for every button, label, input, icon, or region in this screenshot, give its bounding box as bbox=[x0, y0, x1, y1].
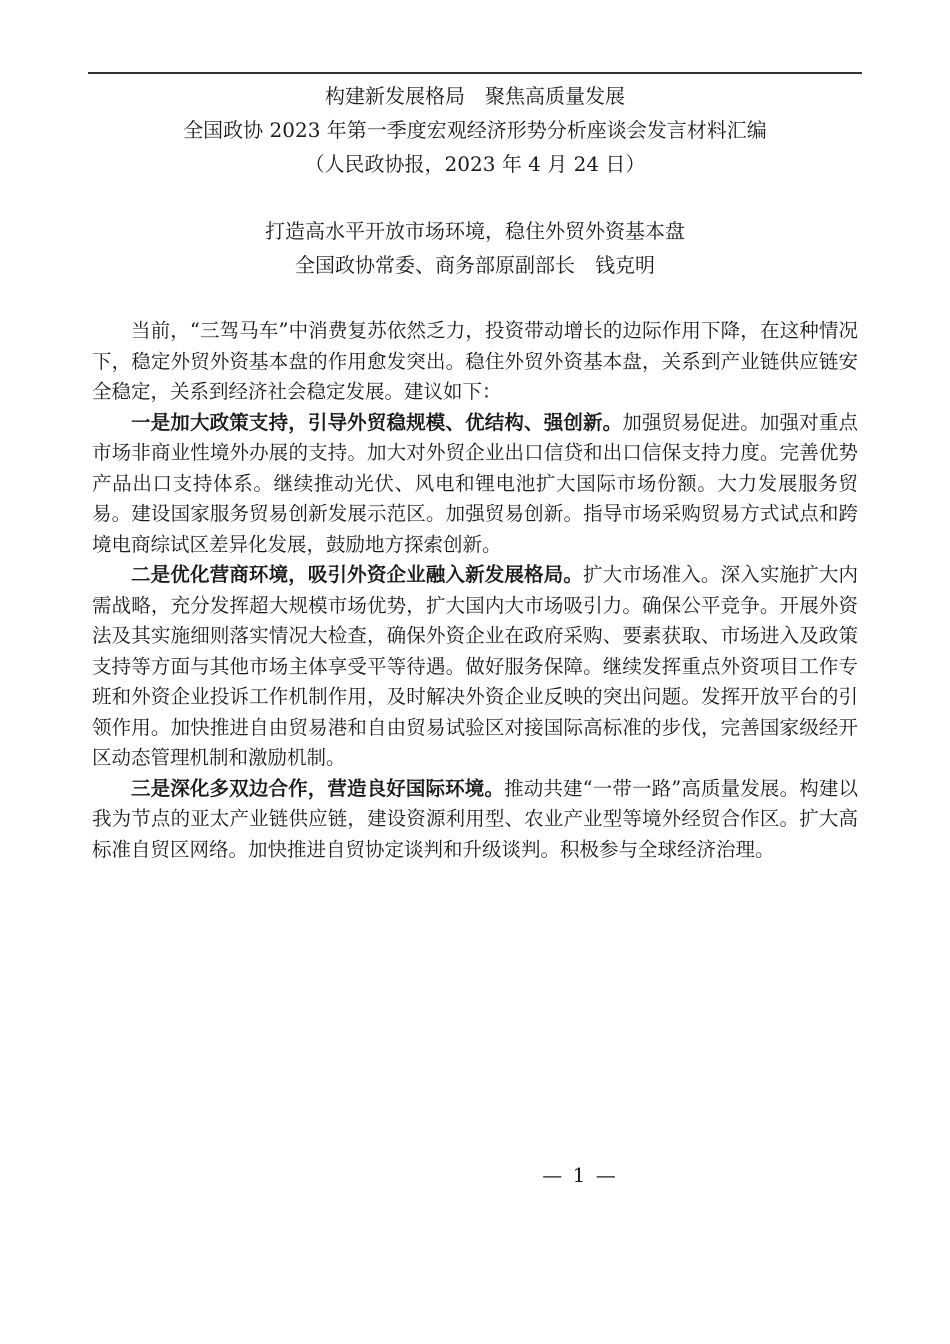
header-source: （人民政协报，2023 年 4 月 24 日） bbox=[304, 152, 646, 176]
article-author: 全国政协常委、商务部原副部长 钱克明 bbox=[295, 253, 655, 277]
article-heading bbox=[88, 214, 862, 282]
document-header bbox=[88, 79, 862, 181]
point-2-text: 扩大市场准入。深入实施扩大内需战略，充分发挥超大规模市场优势，扩大国内大市场吸引力。确保公平竞争。开展外资法及其实施细则落实情况大检查，确保外资企业在政府采购、要素获取、市场进入及政策支持等方面与其他市场主体享受平等待遇。做好服务保障。继续发挥重点外资项目工作专班和外资企业投诉工作机制作用，及时解决外资企业反映的突出问题。发挥开放平台的引领作用。加快推进自由贸易港和自由贸易试验区对接国际高标准的步伐，完善国家级经开区动态管理机制和激励机制。 bbox=[92, 563, 858, 769]
top-rule bbox=[88, 72, 862, 74]
paragraph-point-1 bbox=[92, 408, 858, 561]
page-number: — 1 — bbox=[542, 1163, 618, 1187]
point-2-lead: 二是优化营商环境，吸引外资企业融入新发展格局。 bbox=[131, 563, 583, 586]
paragraph-intro: 当前，“三驾马车”中消费复苏依然乏力，投资带动增长的边际作用下降，在这种情况下，稳定外贸外资基本盘的作用愈发突出。稳住外贸外资基本盘，关系到产业链供应链安全稳定，关系到经济社会稳定发展。建议如下： bbox=[92, 319, 858, 403]
paragraph-point-3 bbox=[92, 774, 858, 866]
point-3-lead: 三是深化多双边合作，营造良好国际环境。 bbox=[131, 776, 505, 800]
point-3-text: 推动共建“一带一路”高质量发展。构建以我为节点的亚太产业链供应链，建设资源利用型、农业产业型等境外经贸合作区。扩大高标准自贸区网络。加快推进自贸协定谈判和升级谈判。积极参与全球经济治理。 bbox=[92, 776, 858, 861]
article-body bbox=[92, 316, 858, 865]
header-subtitle: 全国政协 2023 年第一季度宏观经济形势分析座谈会发言材料汇编 bbox=[183, 118, 767, 142]
paragraph-point-2 bbox=[92, 560, 858, 774]
point-1-lead: 一是加大政策支持，引导外贸稳规模、优结构、强创新。 bbox=[131, 410, 623, 434]
header-title: 构建新发展格局 聚焦高质量发展 bbox=[325, 84, 625, 108]
point-1-text: 加强贸易促进。加强对重点市场非商业性境外办展的支持。加大对外贸企业出口信贷和出口信保支持力度。完善优势产品出口支持体系。继续推动光伏、风电和锂电池扩大国际市场份额。大力发展服务贸易。建设国家服务贸易创新发展示范区。加强贸易创新。指导市场采购贸易方式试点和跨境电商综试区差异化发展，鼓励地方探索创新。 bbox=[92, 410, 858, 556]
article-title: 打造高水平开放市场环境，稳住外贸外资基本盘 bbox=[265, 219, 685, 243]
